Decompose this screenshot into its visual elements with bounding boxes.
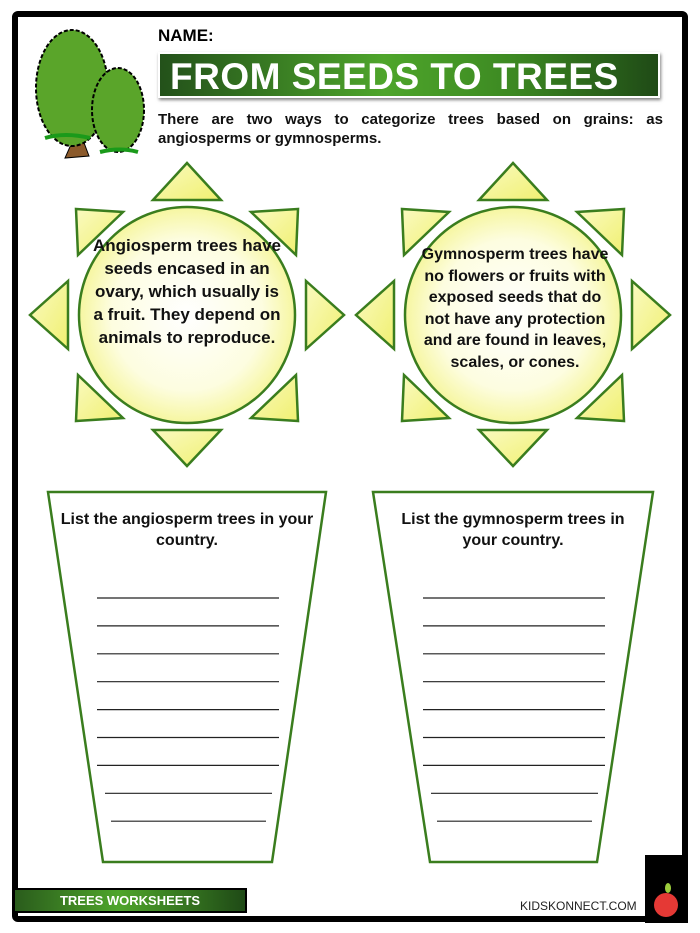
gymnosperm-list-prompt: List the gymnosperm trees in your country. [401, 511, 625, 549]
site-label: KIDSKONNECT.COM [520, 899, 637, 913]
trees-illustration [36, 30, 144, 158]
footer-label: TREES WORKSHEETS [15, 888, 247, 913]
intro-text: There are two ways to categorize trees based on grains: as angiosperms or gymnosperms. [158, 111, 663, 147]
angiosperm-description: Angiosperm trees have seeds encased in an ovary, which usually is a fruit. They depend on animals to reproduce. [92, 236, 281, 347]
page-title: FROM SEEDS TO TREES [158, 52, 660, 98]
angiosperm-list-prompt: List the angiosperm trees in your country. [60, 511, 314, 549]
gymnosperm-description: Gymnosperm trees have no flowers or fruits with exposed seeds that do not have any protection and are found in leaves, scales, or cones. [421, 246, 609, 371]
name-label: NAME: [158, 26, 214, 45]
apple-logo [645, 855, 688, 923]
